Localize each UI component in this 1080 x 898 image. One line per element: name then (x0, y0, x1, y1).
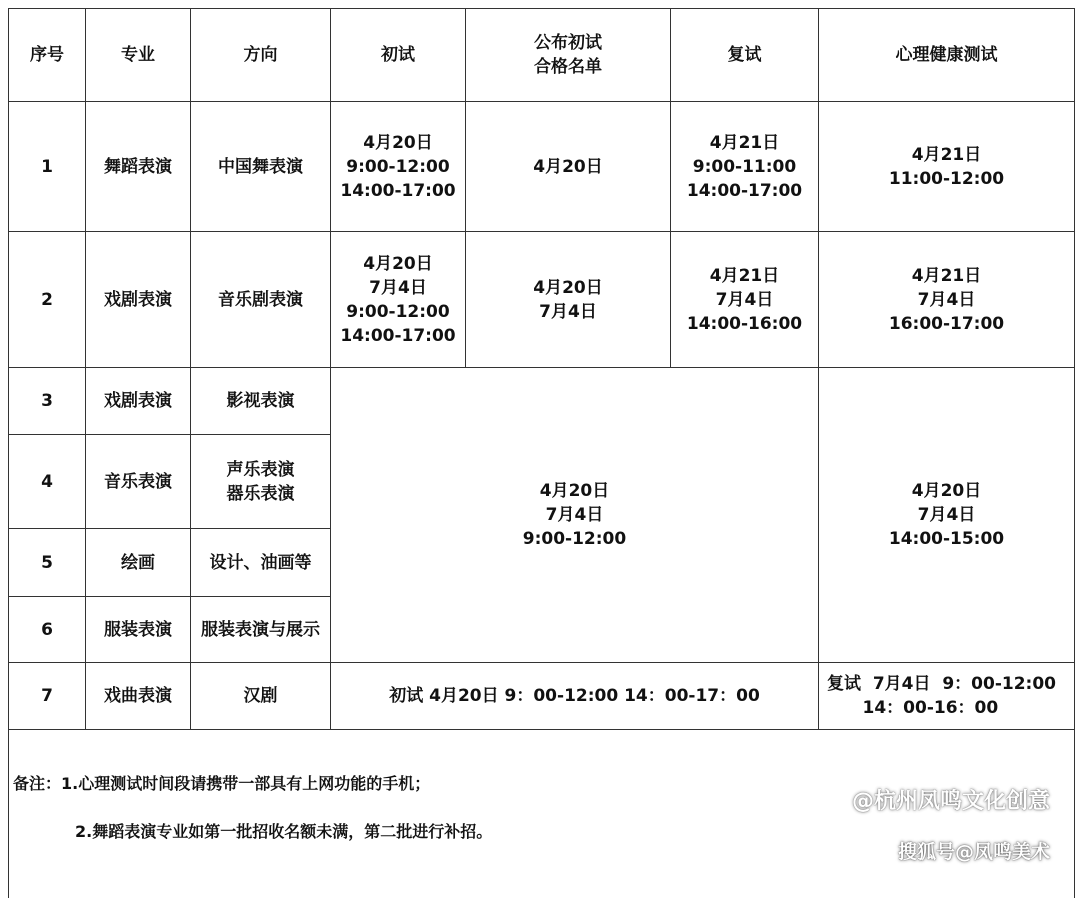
exam-schedule-table (8, 8, 1075, 898)
row-publish-list: 4月20日 7月4日 (466, 232, 671, 368)
row-major: 戏剧表演 (86, 232, 191, 368)
row-direction: 音乐剧表演 (191, 232, 331, 368)
row-initial-exam-combined: 初试 4月20日 9：00-12:00 14：00-17：00 (331, 663, 819, 730)
row-direction: 设计、油画等 (191, 529, 331, 597)
merged-exam-schedule: 4月20日 7月4日 9:00-12:00 (331, 368, 819, 663)
row-direction: 汉剧 (191, 663, 331, 730)
watermark-line-1: @杭州凤鸣文化创意 (852, 790, 1050, 814)
watermark-line-2: 搜狐号@凤鸣美术 (852, 840, 1050, 864)
row-retest: 4月21日 7月4日 14:00-16:00 (671, 232, 819, 368)
row-psych-test: 4月21日 11:00-12:00 (819, 102, 1075, 232)
header-row (9, 9, 1075, 102)
row-major: 绘画 (86, 529, 191, 597)
header-initial-exam: 初试 (331, 9, 466, 102)
row-direction: 中国舞表演 (191, 102, 331, 232)
row-index: 7 (9, 663, 86, 730)
watermark (852, 766, 1050, 888)
row-index: 4 (9, 435, 86, 529)
row-retest-combined: 复试 7月4日 9：00-12:00 14：00-16：00 (819, 663, 1075, 730)
header-direction: 方向 (191, 9, 331, 102)
row-direction: 声乐表演 器乐表演 (191, 435, 331, 529)
table-row (9, 368, 1075, 435)
table-row (9, 102, 1075, 232)
table-row (9, 663, 1075, 730)
row-major: 音乐表演 (86, 435, 191, 529)
row-direction: 服装表演与展示 (191, 597, 331, 663)
note-1: 备注：1.心理测试时间段请携带一部具有上网功能的手机； (13, 772, 430, 796)
row-major: 戏剧表演 (86, 368, 191, 435)
row-major: 服装表演 (86, 597, 191, 663)
row-index: 1 (9, 102, 86, 232)
header-major: 专业 (86, 9, 191, 102)
header-index: 序号 (9, 9, 86, 102)
row-initial-exam: 4月20日 7月4日 9:00-12:00 14:00-17:00 (331, 232, 466, 368)
notes-row (9, 730, 1075, 898)
header-publish-list: 公布初试 合格名单 (466, 9, 671, 102)
row-initial-exam: 4月20日 9:00-12:00 14:00-17:00 (331, 102, 466, 232)
row-psych-test: 4月21日 7月4日 16:00-17:00 (819, 232, 1075, 368)
row-index: 3 (9, 368, 86, 435)
header-psych-test: 心理健康测试 (819, 9, 1075, 102)
notes-cell (9, 730, 1075, 898)
merged-psych-schedule: 4月20日 7月4日 14:00-15:00 (819, 368, 1075, 663)
row-index: 2 (9, 232, 86, 368)
row-major: 舞蹈表演 (86, 102, 191, 232)
row-major: 戏曲表演 (86, 663, 191, 730)
row-retest: 4月21日 9:00-11:00 14:00-17:00 (671, 102, 819, 232)
table-row (9, 232, 1075, 368)
row-publish-list: 4月20日 (466, 102, 671, 232)
row-direction: 影视表演 (191, 368, 331, 435)
header-retest: 复试 (671, 9, 819, 102)
row-index: 5 (9, 529, 86, 597)
note-2: 2.舞蹈表演专业如第一批招收名额未满，第二批进行补招。 (75, 820, 492, 844)
row-index: 6 (9, 597, 86, 663)
